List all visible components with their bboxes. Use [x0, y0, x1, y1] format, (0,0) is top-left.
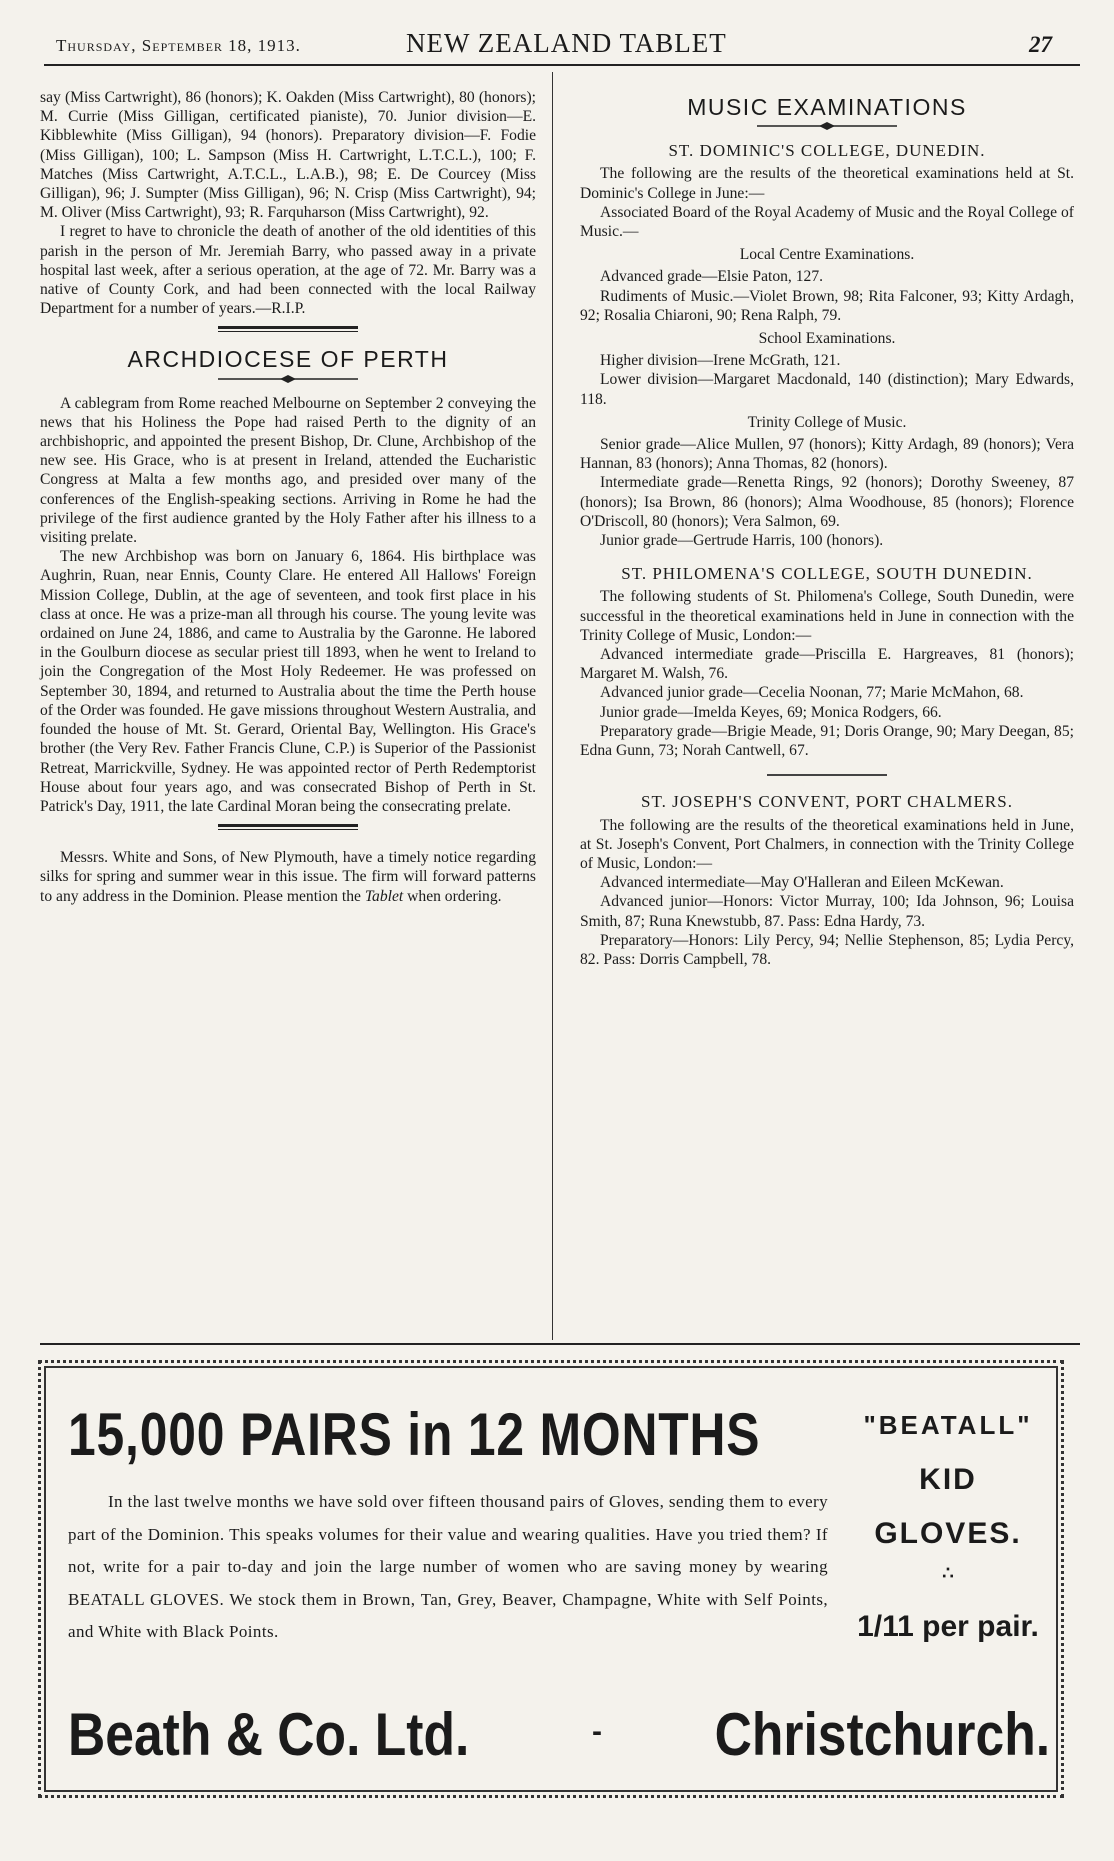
left-column	[40, 88, 536, 906]
dominic-higher: Higher division—Irene McGrath, 121.	[600, 352, 841, 370]
obituary-paragraph: I regret to have to chronicle the death of another of the old identities of this parish in the person of Mr. Jeremiah Barry, who passed away in a private hospital last week, after a serious operation, at the age of 72. Mr. Barry was a native of County Cork, and had been connected with the local Railway Department for a number of years.—R.I.P.	[40, 223, 536, 318]
joseph-intro: The following are the results of the theoretical examinations held in June, at St. Joseph's Convent, Port Chalmers, in connection with the Trinity College of Music, London:—	[580, 816, 1074, 872]
philomena-title: ST. PHILOMENA'S COLLEGE, SOUTH DUNEDIN.	[621, 564, 1033, 584]
dominic-title: ST. DOMINIC'S COLLEGE, DUNEDIN.	[668, 141, 986, 161]
dominic-advanced: Advanced grade—Elsie Paton, 127.	[600, 268, 824, 286]
philomena-adv-junior: Advanced junior grade—Cecelia Noonan, 77; Marie McMahon, 68.	[600, 684, 1024, 702]
dominic-school-heading: School Examinations.	[758, 330, 896, 348]
advert-dots-icon: ∴	[942, 1563, 954, 1583]
dominic-rudiments: Rudiments of Music.—Violet Brown, 98; Rita Falconer, 93; Kitty Ardagh, 92; Rosalia Chiaroni, 90; Rena Ralph, 79.	[580, 287, 1074, 324]
notice-text: Messrs. White and Sons, of New Plymouth, have a timely notice regarding silks for spring and summer wear in this issue. The firm will forward patterns to any address in the Dominion. Please mention the	[40, 849, 536, 905]
advert-dash: -	[592, 1715, 602, 1748]
notice-tablet-italic: Tablet	[364, 887, 404, 905]
philomena-intro: The following students of St. Philomena's College, South Dunedin, were successful in the theoretical examinations held in June in connection with the Trinity College of Music, London:—	[580, 588, 1074, 644]
dominic-local-heading: Local Centre Examinations.	[739, 246, 915, 264]
philomena-adv-intermediate: Advanced intermediate grade—Priscilla E. Hargreaves, 81 (honors); Margaret M. Walsh, 76.	[580, 646, 1074, 683]
newspaper-title: NEW ZEALAND TABLET	[406, 28, 727, 58]
issue-date: Thursday, September 18, 1913.	[56, 36, 301, 55]
page-number: 27	[1029, 32, 1052, 57]
advert-price: 1/11 per pair.	[857, 1610, 1039, 1643]
advert-brand: "BEATALL"	[863, 1410, 1033, 1440]
dominic-intro: The following are the results of the theoretical examinations held at St. Dominic's College in June:—	[580, 165, 1074, 202]
notice-text-end: when ordering.	[403, 887, 502, 905]
music-heading: MUSIC EXAMINATIONS	[687, 94, 967, 120]
beatall-advertisement	[38, 1360, 1064, 1798]
joseph-adv-intermediate: Advanced intermediate—May O'Halleran and Eileen McKewan.	[600, 874, 1004, 892]
continued-results: say (Miss Cartwright), 86 (honors); K. Oakden (Miss Cartwright), 80 (honors); M. Currie (Miss Gilligan, certificated pianiste), 70. Junior division—E. Kibblewhite (Miss Gilligan), 94 (honors). Preparatory division—F. Fodie (Miss Gilligan), 100; L. Sampson (Miss H. Cartwright, L.T.C.L.), 100; F. Matches (Miss Cartwright, A.T.C.L., L.A.B.), 98; E. De Courcey (Miss Gilligan), 96; J. Sumpter (Miss Gilligan), 96; N. Crisp (Miss Cartwright), 94; M. Oliver (Miss Cartwright), 93; R. Farquharson (Miss Cartwright), 92.	[40, 89, 536, 222]
column-divider	[552, 72, 553, 1340]
silks-notice	[40, 848, 536, 906]
masthead-rule	[44, 64, 1080, 66]
section-divider	[218, 326, 358, 332]
advert-gloves: GLOVES.	[874, 1517, 1022, 1550]
dominic-intermediate: Intermediate grade—Renetta Rings, 92 (honors); Dorothy Sweeney, 87 (honors); Isa Brown, 86 (honors); Alma Woodhouse, 85 (honors); Florence O'Driscoll, 80 (honors); Vera Salmon, 69.	[580, 474, 1074, 530]
section-divider	[767, 774, 887, 776]
philomena-junior: Junior grade—Imelda Keyes, 69; Monica Rodgers, 66.	[600, 703, 942, 721]
right-column	[580, 88, 1074, 969]
advert-kid: KID	[919, 1463, 977, 1496]
dominic-trinity-heading: Trinity College of Music.	[747, 413, 907, 431]
dominic-junior: Junior grade—Gertrude Harris, 100 (honors).	[600, 532, 884, 550]
advert-body	[68, 1486, 828, 1649]
section-divider	[218, 824, 358, 830]
ornament-rule-icon	[757, 121, 897, 131]
perth-heading: ARCHDIOCESE OF PERTH	[127, 346, 449, 373]
ornament-rule-icon	[218, 374, 358, 384]
advert-city: Christchurch.	[714, 1701, 1050, 1768]
advert-top-rule	[40, 1343, 1080, 1345]
joseph-adv-junior: Advanced junior—Honors: Victor Murray, 100; Ida Johnson, 96; Louisa Smith, 87; Runa Knewstubb, 87. Pass: Edna Hardy, 73.	[580, 893, 1074, 930]
philomena-preparatory: Preparatory grade—Brigie Meade, 91; Doris Orange, 90; Mary Deegan, 85; Edna Gunn, 73; Norah Cantwell, 67.	[580, 722, 1074, 760]
advert-side-panel	[838, 1410, 1058, 1644]
advert-headline: 15,000 PAIRS in 12 MONTHS	[68, 1401, 761, 1468]
perth-paragraph-1: A cablegram from Rome reached Melbourne on September 2 conveying the news that his Holiness the Pope had raised Perth to the dignity of an archbishopric, and appointed the present Bishop, Dr. Clune, Archbishop of the new see. His Grace, who is at present in Ireland, attended the Eucharistic Congress at Malta a few months ago, and presided over many of the conferences of the English-speaking sections. Arriving in Rome he had the privilege of the first audience granted by the Holy Father after his illness to a visiting prelate.	[40, 394, 536, 547]
advert-firm: Beath & Co. Ltd.	[68, 1701, 470, 1768]
dominic-lower: Lower division—Margaret Macdonald, 140 (distinction); Mary Edwards, 118.	[580, 371, 1074, 408]
joseph-preparatory: Preparatory—Honors: Lily Percy, 94; Nellie Stephenson, 85; Lydia Percy, 82. Pass: Dorris Campbell, 78.	[580, 931, 1074, 968]
dominic-board: Associated Board of the Royal Academy of Music and the Royal College of Music.—	[580, 203, 1074, 241]
perth-paragraph-2: The new Archbishop was born on January 6, 1864. His birthplace was Aughrin, Ruan, near Ennis, County Clare. He entered All Hallows' Foreign Mission College, Dublin, at the age of seventeen, and took first place in his class at once. He was a prize-man all through his course. The young levite was ordained on June 24, 1886, and came to Australia by the Garonne. He labored in the Goulburn diocese as secular priest till 1893, when he went to Ireland to join the Congregation of the Most Holy Redeemer. He was professed on September 30, 1894, and returned to Australia about the time the Perth house of the Order was founded. He gave missions throughout Western Australia, and founded the house of Mt. St. Gerard, Oriental Bay, Wellington. His Grace's brother (the Very Rev. Father Francis Clune, C.P.) is Superior of the Passionist Retreat, Marrickville, Sydney. He was appointed rector of Perth Redemptorist House about four years ago, and was consecrated Bishop of Perth in St. Patrick's Day, 1911, the late Cardinal Moran being the consecrating prelate.	[40, 548, 536, 815]
dominic-senior: Senior grade—Alice Mullen, 97 (honors); Kitty Ardagh, 89 (honors); Vera Hannan, 83 (honors); Anna Thomas, 82 (honors).	[580, 436, 1074, 473]
advert-body-text: In the last twelve months we have sold over fifteen thousand pairs of Gloves, sending them to every part of the Dominion. This speaks volumes for their value and wearing qualities. Have you tried them? If not, write for a pair to-day and join the large number of women who are saving money by wearing BEATALL GLOVES. We stock them in Brown, Tan, Grey, Beaver, Champagne, White with Self Points, and White with Black Points.	[68, 1492, 828, 1641]
masthead	[36, 22, 1080, 66]
joseph-title: ST. JOSEPH'S CONVENT, PORT CHALMERS.	[641, 792, 1013, 812]
